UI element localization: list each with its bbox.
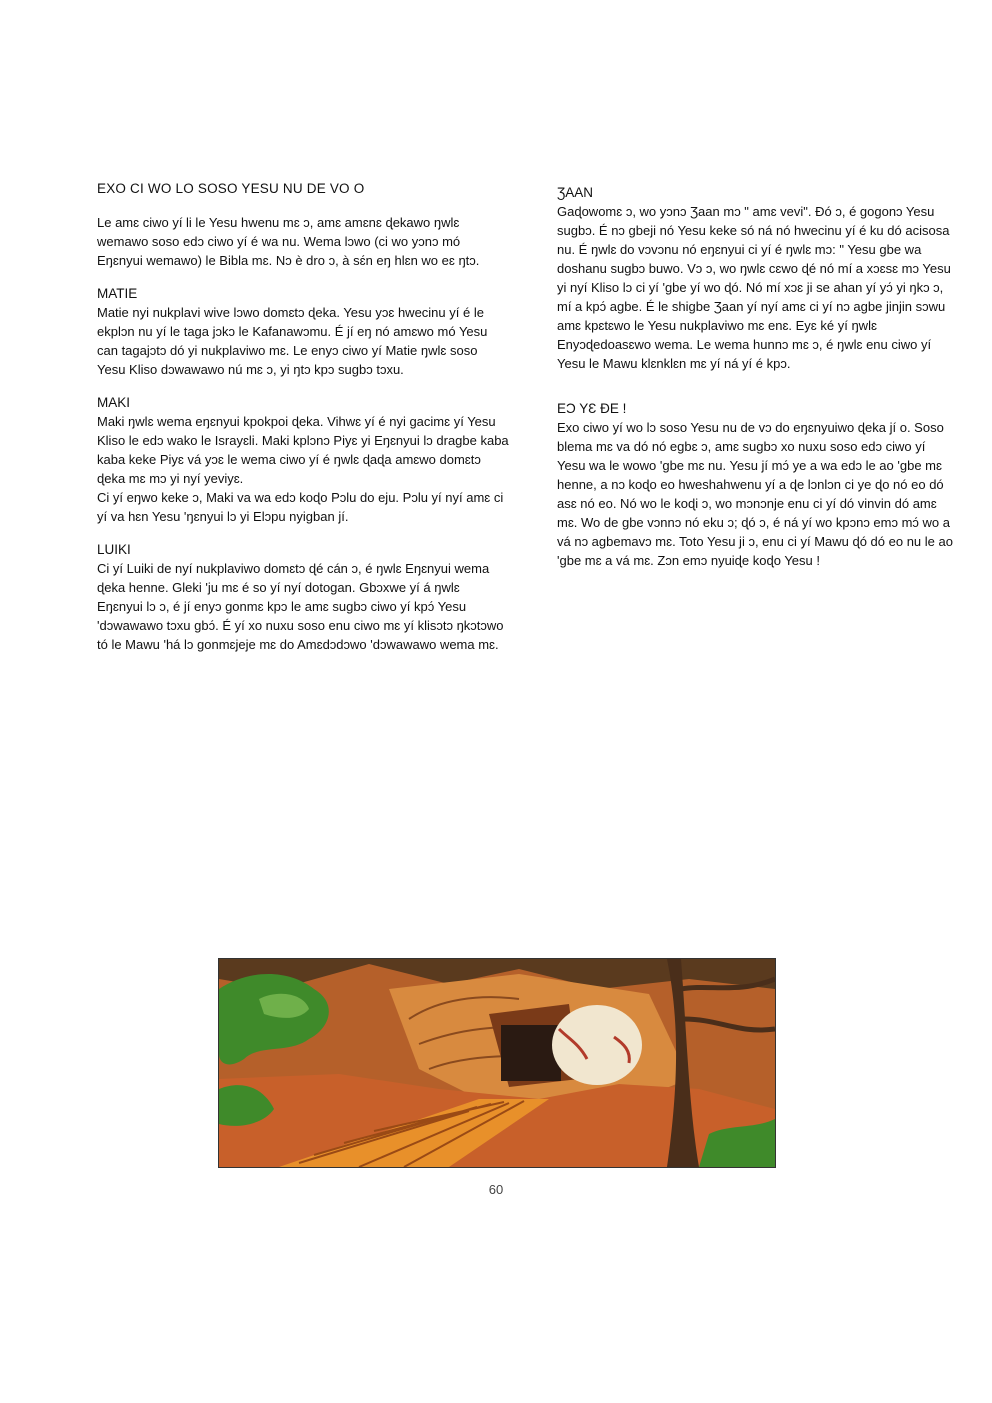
rolled-stone — [552, 1005, 642, 1085]
tomb-opening — [501, 1025, 561, 1081]
section-body-continued: Ci yí eŋwo keke ɔ, Maki va wa edɔ koɖo Pɔlu do eju. Pɔlu yí nyí amɛ ci yí va hɛn Yesu 'ŋɛnyui lɔ yi Elɔpu nyigban jí. — [97, 490, 504, 524]
section-heading: MATIE — [97, 286, 138, 301]
page-number: 60 — [488, 1182, 504, 1197]
section-eoyede — [557, 399, 957, 570]
section-body: Gaɖowomɛ ɔ, wo yɔnɔ Ʒaan mɔ " amɛ vevi". Ðó ɔ, é gogonɔ Yesu sugbɔ. É nɔ gbeji nó Yesu keke só ná nó hwecinu yí é ku dó acisosa nu. É ŋwlɛ do vɔvɔnu nó eŋɛnyui ci yí é ŋwlɛ mɔ: " Yesu gbe wa doshanu sugbɔ buwo. Vɔ ɔ, wo ŋwlɛ cɛwo ɖé nó mí a xɔɛsɛ mɔ Yesu yi nyí Kliso lɔ ci yí 'gbe yí wo ɖó. Nó mí xɔɛ ji se ahan yí yɔ́ yi ŋkɔ ɔ, mí a kpɔ́ agbe. É le shigbe Ʒaan yí nyí amɛ ci yí nɔ agbe jinjin sɔwu amɛ kpɛtɛwo le Yesu nukplaviwo mɛ enɛ. Eyɛ ké yí ŋwlɛ Enyɔɖedoasɛwo wema. Le wema hunnɔ mɛ ɔ, é ŋwlɛ enu ciwo yí Yesu le Mawu klɛnklɛn mɛ yí ná yí é kpɔ. — [557, 204, 951, 371]
right-column — [557, 183, 957, 570]
left-column — [97, 179, 509, 654]
page-title: EXO CI WO LO SOSO YESU NU DE VO O — [97, 181, 365, 196]
section-heading: LUIKI — [97, 542, 131, 557]
section-maki — [97, 393, 509, 526]
section-heading: EƆ YƐ ÐE ! — [557, 401, 627, 416]
empty-tomb-illustration — [218, 958, 776, 1168]
intro-paragraph: Le amɛ ciwo yí li le Yesu hwenu mɛ ɔ, amɛ amɛnɛ ɖekawo ŋwlɛ wemawo soso edɔ ciwo yí é wa nu. Wema lɔwo (ci wo yɔnɔ mó Eŋɛnyui wemawo) le Bibla mɛ. Nɔ è dro ɔ, à sɛ́n eŋ hlɛn wo eɛ ŋtɔ. — [97, 215, 480, 268]
section-body: Matie nyi nukplavi wive lɔwo domɛtɔ ɖeka. Yesu yɔɛ hwecinu yí é le ekplɔn nu yí le taga jɔkɔ le Kafanawɔmu. É jí eŋ nó amɛwo mó Yesu can tagajɔtɔ dó yi nukplaviwo mɛ. Le enyɔ ciwo yí Matie ŋwlɛ soso Yesu Kliso dɔwawawo nú mɛ ɔ, yi ŋtɔ kpɔ sugbɔ tɔxu. — [97, 305, 488, 377]
illustration-svg — [219, 959, 775, 1167]
section-body: Exo ciwo yí wo lɔ soso Yesu nu de vɔ do eŋɛnyuiwo ɖeka jí o. Soso blema mɛ va dó nó egbɛ ɔ, amɛ sugbɔ xo nuxu soso edɔ ciwo yí Yesu wa le wowo 'gbe mɛ nu. Yesu jí mɔ́ ye a wa edɔ le ao 'gbe mɛ henne, a nɔ koɖo eo hweshahwenu yí a ɖe lɔnlɔn ci ye ɖo nó eo dó asɛ nó eo. Nó wo le koɖi ɔ, wo mɔnɔnje enu ci yí dó vinvin dó amɛ mɛ. Wo de gbe vɔnnɔ nó eku ɔ; ɖó ɔ, é ná yí wo kpɔnɔ emɔ mɔ́ wo a vá nɔ agbemavɔ mɛ. Toto Yesu ji ɔ, enu ci yí Mawu ɖó dó eo nu le ao 'gbe mɛ a vá mɛ. Zɔn emɔ nyuiɖe koɖo Yesu ! — [557, 420, 953, 568]
section-zaan — [557, 183, 957, 373]
section-heading: ƷAAN — [557, 185, 594, 200]
section-matie — [97, 284, 509, 379]
section-heading: MAKI — [97, 395, 131, 410]
section-luiki — [97, 540, 509, 654]
section-body: Ci yí Luiki de nyí nukplaviwo domɛtɔ ɖé cán ɔ, é ŋwlɛ Eŋɛnyui wema ɖeka henne. Gleki 'ju mɛ é so yí nyí dotogan. Gbɔxwe yí á ŋwlɛ Eŋɛnyui lɔ ɔ, é jí enyɔ gonmɛ kpɔ le amɛ sugbɔ ciwo yí kpɔ́ Yesu 'dɔwawawo tɔxu gbɔ́. É yí xo nuxu soso enu ciwo mɛ yí klisɔtɔ ŋkɔtɔwo tó le Mawu 'há lɔ gonmɛjeje mɛ do Amɛdɔdɔwo 'dɔwawawo wema mɛ. — [97, 561, 504, 652]
section-body: Maki ŋwlɛ wema eŋɛnyui kpokpoi ɖeka. Vihwɛ yí é nyi gacimɛ yí Yesu Kliso le edɔ wako le Israyɛli. Maki kplɔnɔ Piyɛ yi Eŋɛnyui lɔ dragbe kaba kaba keke Piyɛ vá yɔɛ le wema ciwo yí é ŋwlɛ ɖaɖa amɛwo domɛtɔ ɖeka mɛ mɔ yi nyí yeviyɛ. — [97, 414, 509, 486]
